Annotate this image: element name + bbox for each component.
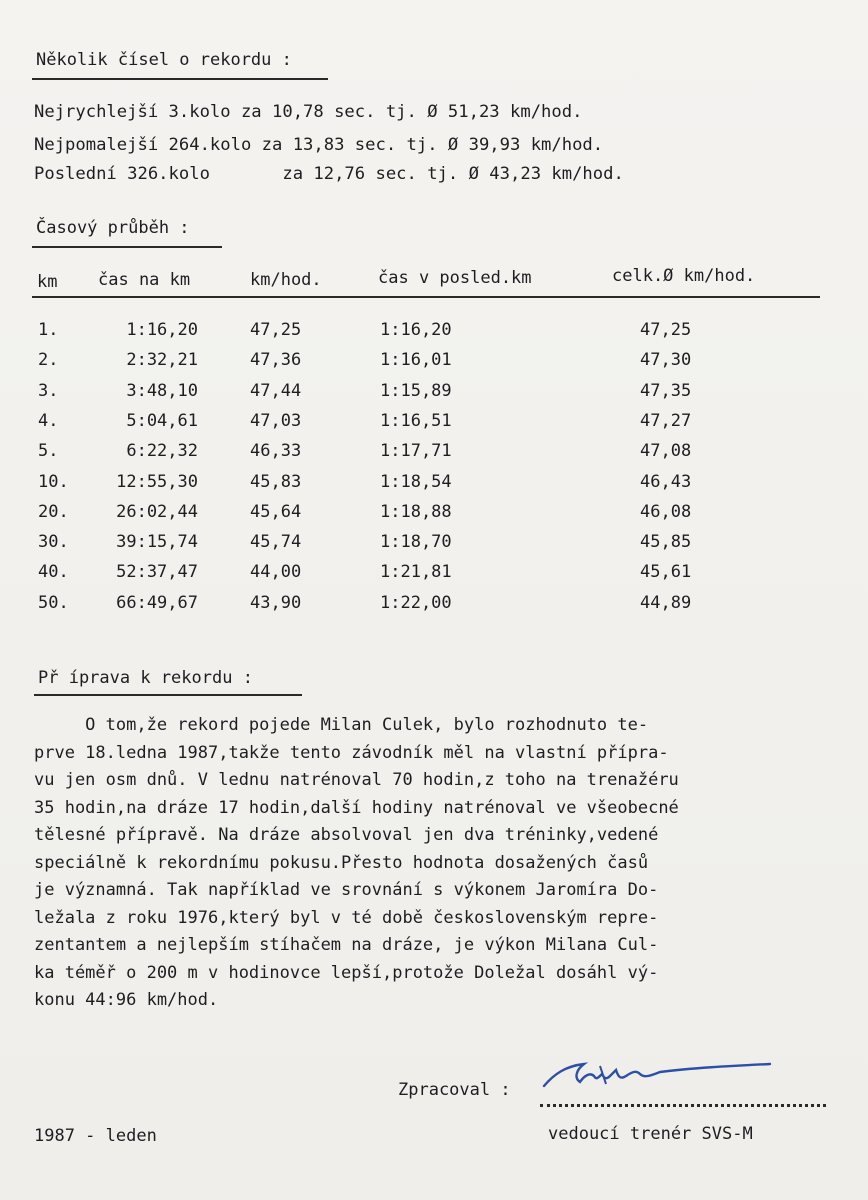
- table-cell: 47,03: [250, 411, 302, 431]
- paragraph-line: ležala z roku 1976,který byl v té době československým repre-: [34, 907, 659, 928]
- table-cell: 46,43: [640, 472, 692, 492]
- paragraph-line: ka téměř o 200 m v hodinovce lepší,protože Doležal dosáhl vý-: [34, 962, 659, 983]
- section-title-record-numbers: Několik čísel o rekordu :: [36, 50, 292, 70]
- table-cell: 3:48,10: [126, 381, 198, 401]
- table-cell: 30.: [38, 532, 69, 552]
- table-cell: 1:17,71: [380, 441, 452, 461]
- table-cell: 6:22,32: [126, 441, 198, 461]
- record-line: Nejrychlejší 3.kolo za 10,78 sec. tj. Ø 51,23 km/hod.: [34, 102, 583, 122]
- paragraph-line: zentantem a nejlepším stíhačem na dráze, je výkon Milana Cul-: [34, 935, 659, 955]
- table-cell: 1:18,88: [380, 502, 452, 522]
- table-cell: 20.: [38, 502, 69, 522]
- paragraph-line: je významná. Tak například ve srovnání s výkonem Jaromíra Do-: [34, 880, 659, 900]
- table-cell: 47,36: [250, 350, 302, 370]
- record-line: Poslední 326.kolo za 12,76 sec. tj. Ø 43,23 km/hod.: [34, 164, 624, 184]
- table-cell: 10.: [38, 472, 69, 492]
- table-cell: 46,33: [250, 441, 302, 461]
- table-cell: 1:18,70: [380, 532, 452, 552]
- table-header-overall-avg: celk.Ø km/hod.: [612, 266, 756, 286]
- table-cell: 45,64: [250, 502, 302, 522]
- table-cell: 1:21,81: [380, 562, 452, 582]
- paragraph-line: tělesné přípravě. Na dráze absolvoval jen dva tréninky,vedené: [34, 825, 659, 845]
- table-cell: 1:15,89: [380, 381, 452, 401]
- table-cell: 1:16,20: [380, 320, 452, 340]
- table-cell: 47,25: [250, 320, 302, 340]
- table-cell: 52:37,47: [116, 562, 198, 582]
- table-cell: 47,08: [640, 441, 692, 461]
- table-cell: 46,08: [640, 502, 692, 522]
- table-cell: 43,90: [250, 593, 302, 613]
- table-cell: 1:18,54: [380, 472, 452, 492]
- table-cell: 47,25: [640, 320, 692, 340]
- table-cell: 47,44: [250, 381, 302, 401]
- table-cell: 45,74: [250, 532, 302, 552]
- section-title-underline: [34, 694, 302, 696]
- table-cell: 50.: [38, 593, 69, 613]
- section-title-underline: [32, 78, 328, 80]
- paragraph-line: O tom,že rekord pojede Milan Culek, bylo rozhodnuto te-: [34, 715, 649, 735]
- paragraph-line: 35 hodin,na dráze 17 hodin,další hodiny natrénoval ve všeobecné: [34, 797, 679, 818]
- table-cell: 1:16,01: [380, 350, 452, 370]
- table-cell: 1.: [38, 320, 59, 340]
- table-cell: 44,89: [640, 593, 692, 613]
- document-date: 1987 - leden: [34, 1126, 157, 1146]
- table-cell: 4.: [38, 411, 59, 431]
- signature-dotted-line: [540, 1104, 826, 1107]
- table-cell: 45,85: [640, 532, 692, 552]
- section-title-time-progress: Časový průběh :: [36, 218, 190, 238]
- table-cell: 1:16,20: [126, 320, 198, 340]
- table-cell: 12:55,30: [116, 472, 198, 492]
- table-header-km: km: [37, 272, 58, 292]
- record-line: Nejpomalejší 264.kolo za 13,83 sec. tj. Ø 39,93 km/hod.: [34, 135, 604, 155]
- paragraph-line: speciálně k rekordnímu pokusu.Přesto hodnota dosažených časů: [34, 852, 649, 873]
- paragraph-line: prve 18.ledna 1987,takže tento závodník měl na vlastní přípra-: [34, 742, 669, 763]
- table-cell: 1:22,00: [380, 593, 452, 613]
- table-cell: 47,27: [640, 411, 692, 431]
- table-cell: 47,35: [640, 381, 692, 401]
- table-cell: 40.: [38, 562, 69, 582]
- preparation-paragraph: [34, 712, 824, 1015]
- paragraph-line: konu 44:96 km/hod.: [34, 990, 219, 1010]
- table-cell: 39:15,74: [116, 532, 198, 552]
- table-cell: 2:32,21: [126, 350, 198, 370]
- processed-by-label: Zpracoval :: [398, 1080, 511, 1100]
- table-cell: 3.: [38, 381, 59, 401]
- table-cell: 5.: [38, 441, 59, 461]
- table-cell: 45,83: [250, 472, 302, 492]
- table-cell: 1:16,51: [380, 411, 452, 431]
- section-title-underline: [32, 246, 222, 248]
- table-cell: 66:49,67: [116, 593, 198, 613]
- table-cell: 5:04,61: [126, 411, 198, 431]
- table-header-last-km-time: čas v posled.km: [378, 268, 532, 288]
- table-cell: 47,30: [640, 350, 692, 370]
- table-cell: 2.: [38, 350, 59, 370]
- paragraph-line: vu jen osm dnů. V lednu natrénoval 70 hodin,z toho na trenažéru: [34, 770, 679, 790]
- table-cell: 44,00: [250, 562, 302, 582]
- signature: [540, 1056, 780, 1096]
- table-header-speed: km/hod.: [250, 270, 322, 290]
- signatory-role: vedoucí trenér SVS-M: [548, 1124, 753, 1144]
- table-header-underline: [32, 296, 820, 298]
- section-title-preparation: Př íprava k rekordu :: [38, 668, 253, 688]
- table-cell: 26:02,44: [116, 502, 198, 522]
- table-header-time-per-km: čas na km: [98, 270, 191, 290]
- table-cell: 45,61: [640, 562, 692, 582]
